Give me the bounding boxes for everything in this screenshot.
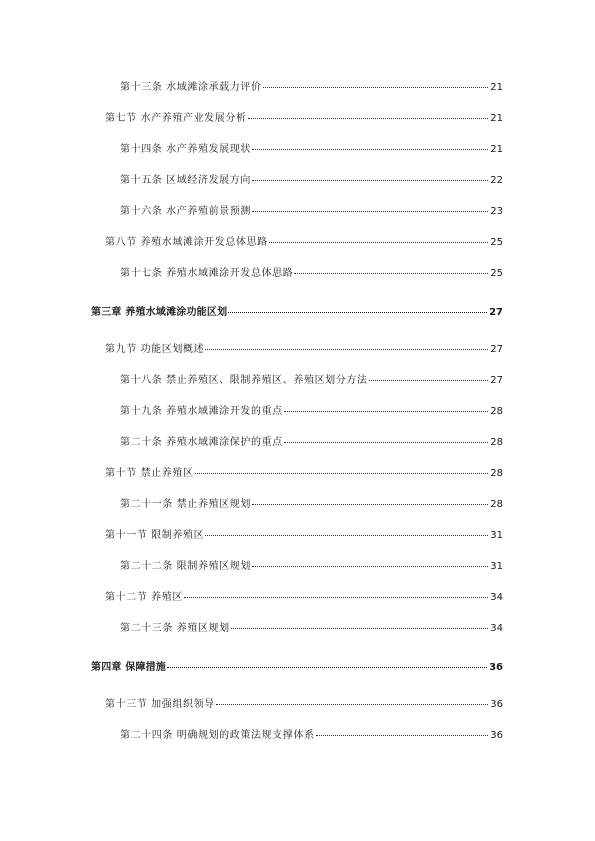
toc-page-number: 36	[490, 730, 503, 741]
toc-dot-leader	[252, 211, 488, 212]
toc-page-number: 22	[490, 175, 503, 186]
toc-entry-article-24[interactable]	[120, 730, 503, 742]
toc-entry-label: 第九节 功能区划概述	[105, 344, 205, 355]
toc-page-number: 27	[490, 344, 503, 355]
toc-entry-chapter-3[interactable]	[91, 307, 503, 319]
toc-page-number: 36	[489, 662, 503, 673]
toc-dot-leader	[252, 504, 488, 505]
toc-dot-leader	[294, 273, 488, 274]
toc-entry-label: 第十四条 水产养殖发展现状	[120, 144, 251, 155]
toc-dot-leader	[263, 87, 489, 88]
toc-page-number: 31	[490, 561, 503, 572]
toc-entry-label: 第十节 禁止养殖区	[105, 468, 194, 479]
toc-page-number: 21	[490, 82, 503, 93]
toc-entry-label: 第二十二条 限制养殖区规划	[120, 561, 251, 572]
toc-dot-leader	[205, 535, 488, 536]
toc-entry-label: 第二十一条 禁止养殖区规划	[120, 499, 251, 510]
toc-entry-label: 第二十四条 明确规划的政策法规支撑体系	[120, 730, 315, 741]
toc-dot-leader	[316, 735, 489, 736]
toc-entry-article-14[interactable]	[120, 144, 503, 156]
toc-entry-label: 第十三节 加强组织领导	[105, 699, 215, 710]
toc-dot-leader	[184, 597, 488, 598]
toc-entry-label: 第十九条 养殖水域滩涂开发的重点	[120, 406, 283, 417]
toc-page-number: 36	[490, 699, 503, 710]
toc-page-number: 21	[490, 113, 503, 124]
toc-page-number: 25	[490, 237, 503, 248]
toc-entry-label: 第十三条 水域滩涂承载力评价	[120, 82, 262, 93]
toc-dot-leader	[248, 118, 489, 119]
toc-entry-article-23[interactable]	[120, 623, 503, 635]
toc-page-number: 28	[490, 499, 503, 510]
toc-dot-leader	[205, 349, 488, 350]
toc-entry-section-9[interactable]	[105, 344, 503, 356]
toc-entry-label: 第十八条 禁止养殖区、限制养殖区、养殖区划分方法	[120, 375, 368, 386]
toc-page-number: 34	[490, 623, 503, 634]
toc-entry-label: 第十二节 养殖区	[105, 592, 183, 603]
toc-dot-leader	[231, 628, 488, 629]
toc-entry-section-12[interactable]	[105, 592, 503, 604]
toc-page-number: 28	[490, 468, 503, 479]
toc-entry-label: 第十六条 水产养殖前景预测	[120, 206, 251, 217]
toc-dot-leader	[269, 242, 488, 243]
toc-dot-leader	[252, 566, 488, 567]
toc-entry-article-18[interactable]	[120, 375, 503, 387]
toc-page-number: 21	[490, 144, 503, 155]
toc-entry-section-11[interactable]	[105, 530, 503, 542]
toc-dot-leader	[167, 667, 487, 668]
toc-entry-chapter-4[interactable]	[91, 662, 503, 674]
toc-page-number: 34	[490, 592, 503, 603]
toc-dot-leader	[228, 312, 487, 313]
toc-page-number: 23	[490, 206, 503, 217]
toc-entry-label: 第八节 养殖水域滩涂开发总体思路	[105, 237, 268, 248]
toc-page-number: 27	[490, 375, 503, 386]
toc-dot-leader	[284, 411, 488, 412]
toc-entry-article-15[interactable]	[120, 175, 503, 187]
toc-entry-section-10[interactable]	[105, 468, 503, 480]
toc-entry-section-13[interactable]	[105, 699, 503, 711]
toc-entry-article-20[interactable]	[120, 437, 503, 449]
toc-dot-leader	[195, 473, 489, 474]
toc-entry-label: 第二十三条 养殖区规划	[120, 623, 230, 634]
toc-entry-article-19[interactable]	[120, 406, 503, 418]
toc-entry-section-8[interactable]	[105, 237, 503, 249]
toc-entry-article-13[interactable]	[120, 82, 503, 94]
toc-entry-label: 第二十条 养殖水域滩涂保护的重点	[120, 437, 283, 448]
toc-entry-label: 第三章 养殖水域滩涂功能区划	[91, 307, 228, 318]
toc-entry-article-22[interactable]	[120, 561, 503, 573]
toc-page-number: 28	[490, 406, 503, 417]
toc-dot-leader	[369, 380, 489, 381]
toc-page-number: 31	[490, 530, 503, 541]
toc-dot-leader	[216, 704, 488, 705]
toc-entry-label: 第七节 水产养殖产业发展分析	[105, 113, 247, 124]
toc-page-number: 28	[490, 437, 503, 448]
toc-dot-leader	[252, 149, 488, 150]
toc-entry-article-21[interactable]	[120, 499, 503, 511]
toc-entry-label: 第十七条 养殖水域滩涂开发总体思路	[120, 268, 294, 279]
toc-entry-label: 第十一节 限制养殖区	[105, 530, 205, 541]
toc-dot-leader	[284, 442, 488, 443]
toc-page-number: 25	[490, 268, 503, 279]
toc-entry-section-7[interactable]	[105, 113, 503, 125]
toc-dot-leader	[252, 180, 488, 181]
toc-entry-label: 第四章 保障措施	[91, 662, 167, 673]
toc-page-number: 27	[489, 307, 503, 318]
toc-entry-label: 第十五条 区域经济发展方向	[120, 175, 251, 186]
toc-entry-article-17[interactable]	[120, 268, 503, 280]
toc-entry-article-16[interactable]	[120, 206, 503, 218]
